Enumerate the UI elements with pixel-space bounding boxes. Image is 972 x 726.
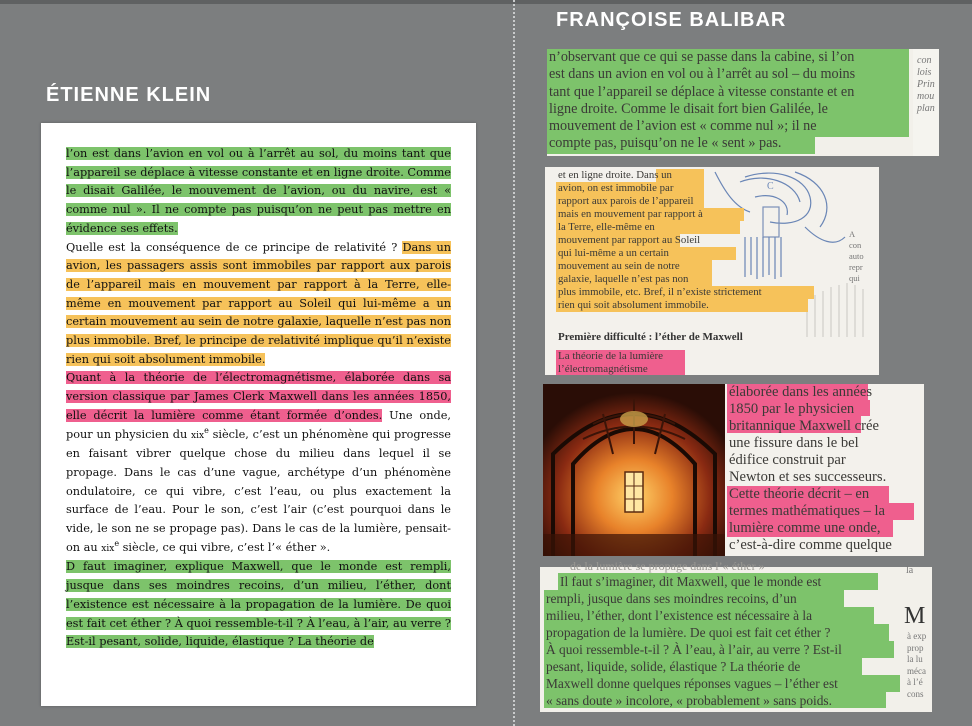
klein-paragraph-3-text-a: Une onde, pour un physicien du	[66, 408, 451, 441]
scan-4-text	[546, 573, 842, 709]
klein-paragraph-3-text-c: siècle, ce qui vibre, c’est l’« éther ».	[119, 540, 331, 554]
century-numeral: xix	[191, 430, 205, 441]
scan-2-text	[558, 169, 762, 312]
balibar-scan-4	[540, 559, 932, 712]
scan-2-margin	[849, 229, 864, 284]
scan-3-line: c’est-à-dire comme quelque	[729, 537, 892, 553]
scan-1-text	[549, 49, 855, 153]
scan-1-line: mouvement de l’avion est « comme nul »; il ne	[549, 118, 817, 135]
klein-paragraph-4: D faut imaginer, explique Maxwell, que le monde est rempli, jusque dans ses moindres recoins, d’un milieu, l’éther, dont l’existence est nécessaire à la propagation de la lumière. De quoi est fait cet éther ? À quoi ressemble-t-il ? À l’eau, à l’air, au verre ? Est-il pesant, solide, liquide, élastique ? La théorie de	[66, 560, 451, 649]
margin-fragment: à l’é	[907, 677, 923, 687]
margin-fragment: mou	[917, 91, 935, 102]
scan-4-line: rempli, jusque dans ses moindres recoins, d’un	[546, 591, 797, 606]
klein-page	[41, 123, 476, 706]
klein-text	[66, 145, 451, 652]
scan-2-line: plus immobile, etc. Bref, il n’existe strictement	[558, 286, 762, 298]
century-numeral-2: xix	[101, 543, 115, 554]
scan-4-line: Maxwell donne quelques réponses vagues – l’éther est	[546, 676, 838, 691]
scan-1-line: tant que l’appareil se déplace à vitesse constante et en	[549, 83, 855, 100]
margin-fragment: qui	[849, 273, 860, 283]
margin-fragment: cons	[907, 688, 924, 699]
scan-2-after	[558, 350, 663, 375]
margin-fragment: con	[849, 240, 862, 250]
scan-3-line: Cette théorie décrit – en	[729, 486, 870, 502]
top-band	[0, 0, 972, 4]
scan-1-line: est dans un avion en vol ou à l’arrêt au sol – du moins	[549, 66, 856, 83]
scan-1-line: n’observant que ce qui se passe dans la cabine, si l’on	[549, 49, 855, 65]
margin-fragment: repr	[849, 262, 863, 272]
klein-paragraph-3-text-b: siècle, c’est un phénomène qui progresse en faisant vibrer quelque chose du milieu dans lequel il se propage. Dans le cas d’une vague, archétype d’un phénomène ondulatoire, ce qui vibre, c’est l’eau, ou plus exactement la surface de l’eau. Pour le son, c’est l’air (c’est pourquoi dans le vide, le son ne se propage pas). Dans le cas de la lumière, pensait-on au	[66, 427, 451, 554]
scan-2-line: mais en mouvement par rapport à	[558, 208, 703, 220]
margin-fragment: à exp	[907, 631, 927, 641]
scan-4-line: Il faut s’imaginer, dit Maxwell, que le monde est	[560, 574, 822, 589]
scan-4-line: milieu, l’éther, dont l’existence est nécessaire à la	[546, 608, 813, 623]
scan-4-cut-line: de la lumière se propage dans l’« éther »	[570, 559, 765, 573]
balibar-scan-3	[543, 384, 924, 556]
margin-fragment: A	[849, 229, 856, 239]
margin-fragment: prop	[907, 642, 924, 653]
scan-3-line: élaborée dans les années	[729, 384, 873, 400]
margin-fragment: méca	[907, 665, 926, 676]
scan-3-line: Newton et ses successeurs.	[729, 469, 887, 485]
hall-photo	[543, 384, 725, 556]
margin-fragment: plan	[917, 103, 935, 114]
margin-fragment: Prin	[917, 79, 935, 90]
century-suffix-2: e	[114, 539, 120, 548]
klein-paragraph-2-highlight: Dans un avion, les passagers assis sont immobiles par rapport aux parois de l’appareil mais en mouvement par rapport à la Terre, elle-même en mouvement par rapport au Soleil qui lui-même a un certain mouvement au sein de notre galaxie, laquelle n’est pas non plus immobile. Bref, le principe de relativité implique qu’il n’existe rien qui soit absolument immobile.	[66, 240, 452, 366]
scan-2-after-line: La théorie de la lumière	[558, 350, 664, 362]
figure-label: C	[767, 181, 774, 192]
scan-3-line: lumière comme une onde,	[729, 520, 881, 536]
scan-1-line: ligne droite. Comme le disait fort bien Galilée, le	[549, 100, 828, 117]
scan-2-line: avion, on est immobile par	[558, 182, 674, 194]
author-name-left: ÉTIENNE KLEIN	[46, 84, 212, 106]
scan-4-drop-cap: M	[904, 603, 926, 629]
scan-4-line: propagation de la lumière. De quoi est fait cet éther ?	[546, 625, 831, 640]
scan-2-line: rapport aux parois de l’appareil	[558, 195, 694, 207]
scan-2-line: galaxie, laquelle n’est pas non	[558, 273, 689, 285]
scan-2-heading: Première difficulté : l’éther de Maxwell	[558, 331, 743, 343]
scan-2-after-line: l’électromagnétisme	[558, 362, 648, 375]
scan-3-line: britannique Maxwell crée	[729, 418, 879, 434]
scan-4-line: À quoi ressemble-t-il ? À l’eau, à l’air, au verre ? Est-il	[546, 642, 842, 657]
klein-paragraph-3-highlight: Quant à la théorie de l’électromagnétisme, élaborée dans sa version classique par James Clerk Maxwell dans les années 1850, elle décrit la lumière comme étant formée d’ondes.	[66, 371, 451, 422]
balibar-scan-1	[547, 49, 939, 156]
scan-2-line: et en ligne droite. Dans un	[558, 169, 672, 181]
scan-4-margin	[907, 631, 926, 700]
scan-3-line: termes mathématiques – la	[729, 503, 886, 519]
scan-2-line: qui lui-même a un certain	[558, 247, 669, 259]
scan-4-line: « sans doute » incolore, « probablement » sans poids.	[546, 693, 832, 708]
scan-1-line: compte pas, puisqu’on ne le « sent » pas.	[549, 135, 782, 152]
scan-2-line: rien qui soit absolument immobile.	[558, 299, 709, 311]
margin-fragment: la lu	[907, 654, 923, 664]
scan-2-line: mouvement au sein de notre	[558, 260, 680, 272]
century-suffix: e	[204, 425, 209, 435]
scan-2-line: mouvement par rapport au Soleil	[558, 234, 701, 246]
scan-1-margin	[917, 55, 935, 115]
scan-3-line: une fissure dans le bel	[729, 435, 859, 451]
scan-3-line: 1850 par le physicien	[729, 401, 855, 417]
balibar-scan-2	[545, 167, 879, 375]
scan-2-line: la Terre, elle-même en	[558, 221, 655, 233]
scan-4-line: pesant, liquide, solide, élastique ? La théorie de	[546, 659, 801, 674]
scan-4-margin-top: la	[906, 565, 914, 576]
scan-3-text	[729, 384, 892, 554]
klein-paragraph-1: l’on est dans l’avion en vol ou à l’arrêt au sol, du moins tant que l’appareil se déplace à vitesse constante et en ligne droite. Comme le disait Galilée, le mouvement de l’avion, ou du navire, est « comme nul ». Il ne compte pas puisqu’on ne peut pas mettre en évidence ses effets.	[66, 147, 451, 235]
column-divider	[513, 0, 515, 726]
scan-3-line: édifice construit par	[729, 452, 846, 468]
margin-fragment: auto	[849, 251, 864, 261]
author-name-right: FRANÇOISE BALIBAR	[556, 9, 787, 31]
margin-fragment: lois	[917, 67, 932, 78]
klein-paragraph-2-lead: Quelle est la conséquence de ce principe de relativité ?	[66, 240, 403, 254]
margin-fragment: con	[917, 55, 932, 66]
